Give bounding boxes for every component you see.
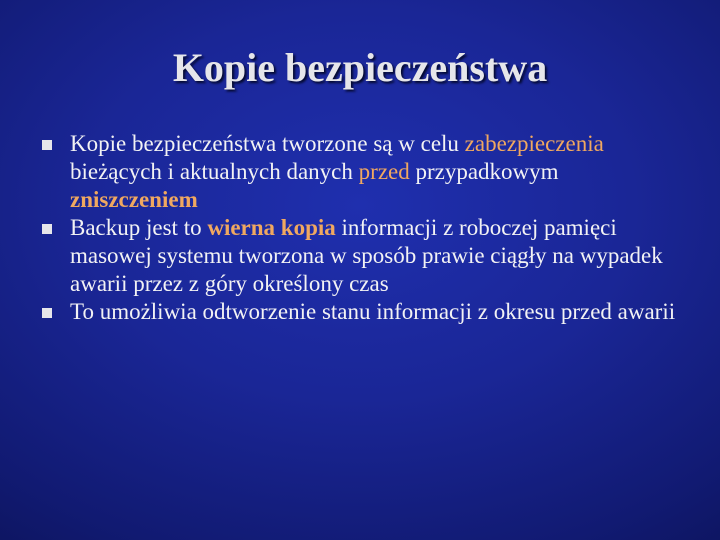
bullet-text: informacji z roboczej pamięci masowej systemu tworzona w sposób prawie ciągły na wypadek awarii przez z góry określony czas xyxy=(70,215,663,296)
square-bullet-icon xyxy=(42,308,52,318)
bullet-text: przypadkowym xyxy=(409,159,559,184)
bullet-text: To umożliwia odtworzenie stanu informacji z okresu przed awarii xyxy=(70,299,676,324)
bullet-item-backup-purpose xyxy=(40,130,690,214)
bullet-item-backup-definition xyxy=(40,214,690,298)
bullet-text: bieżących i aktualnych danych xyxy=(70,159,359,184)
bullet-item-restore xyxy=(40,298,690,326)
bullet-list xyxy=(40,130,690,326)
square-bullet-icon xyxy=(42,224,52,234)
slide-title: Kopie bezpieczeństwa xyxy=(172,45,548,90)
highlight-przed: przed xyxy=(358,159,410,184)
square-bullet-icon xyxy=(42,140,52,150)
bullet-text: Backup jest to xyxy=(70,215,208,240)
highlight-zniszczeniem: zniszczeniem xyxy=(70,187,198,212)
highlight-wierna-kopia: wierna kopia xyxy=(207,215,336,240)
highlight-zabezpieczenia: zabezpieczenia xyxy=(464,131,604,156)
bullet-text: Kopie bezpieczeństwa tworzone są w celu xyxy=(70,131,465,156)
